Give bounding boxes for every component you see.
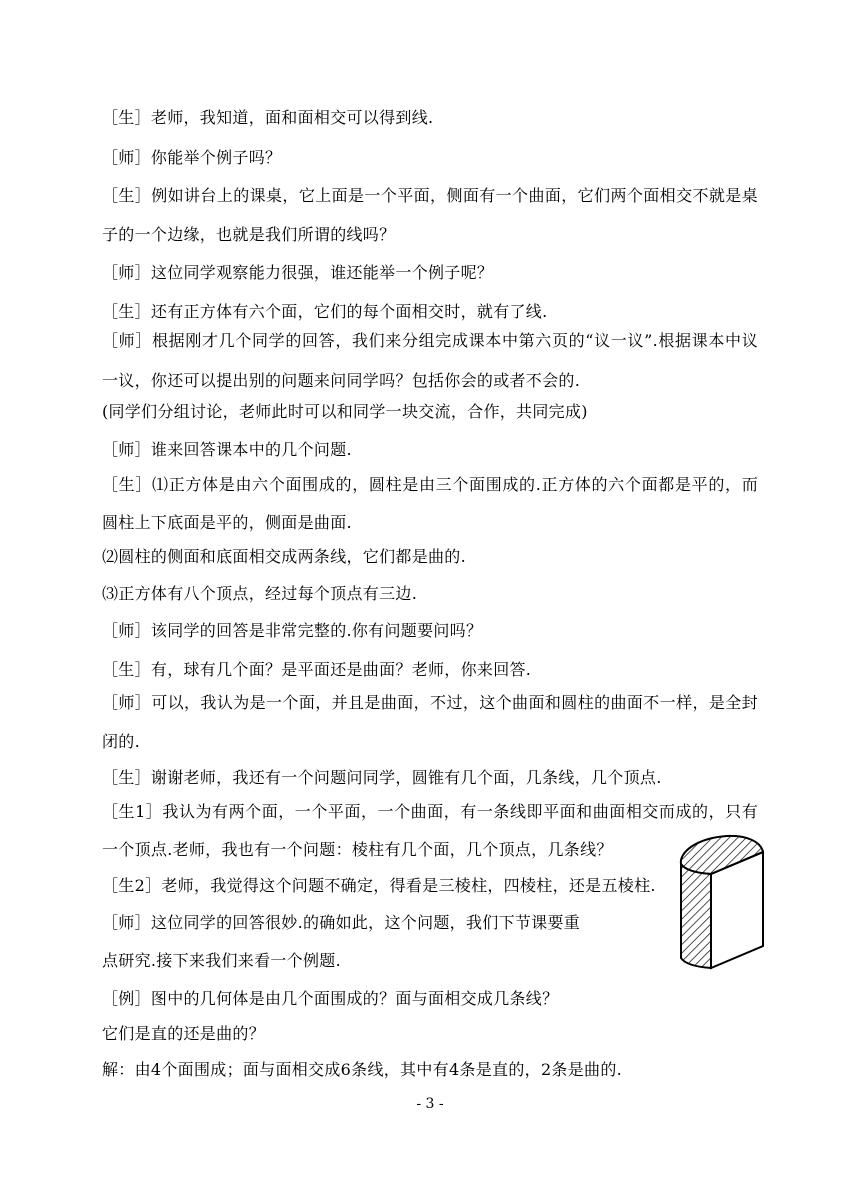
text-line: ［师］谁来回答课本中的几个问题.	[102, 440, 352, 459]
geometric-solid-figure	[675, 832, 770, 976]
text-line: 子的一个边缘，也就是我们所谓的线吗？	[102, 225, 396, 244]
text-line: ［生1］我认为有两个面，一个平面，一个曲面，有一条线即平面和曲面相交而成的，只有	[102, 802, 758, 821]
text-line: (同学们分组讨论，老师此时可以和同学一块交流，合作，共同完成)	[102, 402, 588, 421]
text-line: ［生2］老师，我觉得这个问题不确定，得看是三棱柱，四棱柱，还是五棱柱.	[102, 876, 656, 895]
half-cylinder-drawing	[675, 832, 770, 972]
text-line: 点研究.接下来我们来看一个例题.	[102, 951, 341, 970]
text-line: ⑶正方体有八个顶点，经过每个顶点有三边.	[102, 584, 418, 603]
text-line: 一个顶点.老师，我也有一个问题：棱柱有几个面，几个顶点，几条线？	[102, 840, 613, 859]
text-line: ［生］老师，我知道，面和面相交可以得到线.	[102, 108, 434, 127]
text-line: ［师］这位同学的回答很妙.的确如此，这个问题，我们下节课要重	[102, 913, 581, 932]
text-line: ［师］该同学的回答是非常完整的.你有问题要问吗？	[102, 621, 483, 640]
text-line: 圆柱上下底面是平的，侧面是曲面.	[102, 513, 352, 532]
text-line: 解：由4个面围成；面与面相交成6条线，其中有4条是直的，2条是曲的.	[102, 1060, 623, 1079]
text-line: 它们是直的还是曲的？	[102, 1024, 266, 1043]
page-number: - 3 -	[416, 1096, 444, 1112]
text-line: ［师］这位同学观察能力很强，谁还能举一个例子呢？	[102, 263, 494, 282]
text-line: ［生］例如讲台上的课桌，它上面是一个平面，侧面有一个曲面，它们两个面相交不就是桌	[102, 186, 758, 205]
text-line: ［师］你能举个例子吗？	[102, 148, 282, 167]
text-line: ［生］还有正方体有六个面，它们的每个面相交时，就有了线.	[102, 302, 548, 321]
text-line: ［生］⑴正方体是由六个面围成的，圆柱是由三个面围成的.正方体的六个面都是平的，而	[102, 475, 758, 494]
text-line: ［师］根据刚才几个同学的回答，我们来分组完成课本中第六页的“议一议”.根据课本中议	[102, 331, 758, 350]
text-line: ［生］谢谢老师，我还有一个问题问同学，圆锥有几个面，几条线，几个顶点.	[102, 768, 662, 787]
text-line: ［师］可以，我认为是一个面，并且是曲面，不过，这个曲面和圆柱的曲面不一样，是全封	[102, 693, 758, 712]
text-line: 闭的.	[102, 732, 140, 751]
text-line: ⑵圆柱的侧面和底面相交成两条线，它们都是曲的.	[102, 547, 466, 566]
text-line: ［例］图中的几何体是由几个面围成的？面与面相交成几条线？	[102, 989, 559, 1008]
text-line: ［生］有，球有几个面？是平面还是曲面？老师，你来回答.	[102, 660, 532, 679]
text-line: 一议，你还可以提出别的问题来问同学吗？包括你会的或者不会的.	[102, 371, 581, 390]
